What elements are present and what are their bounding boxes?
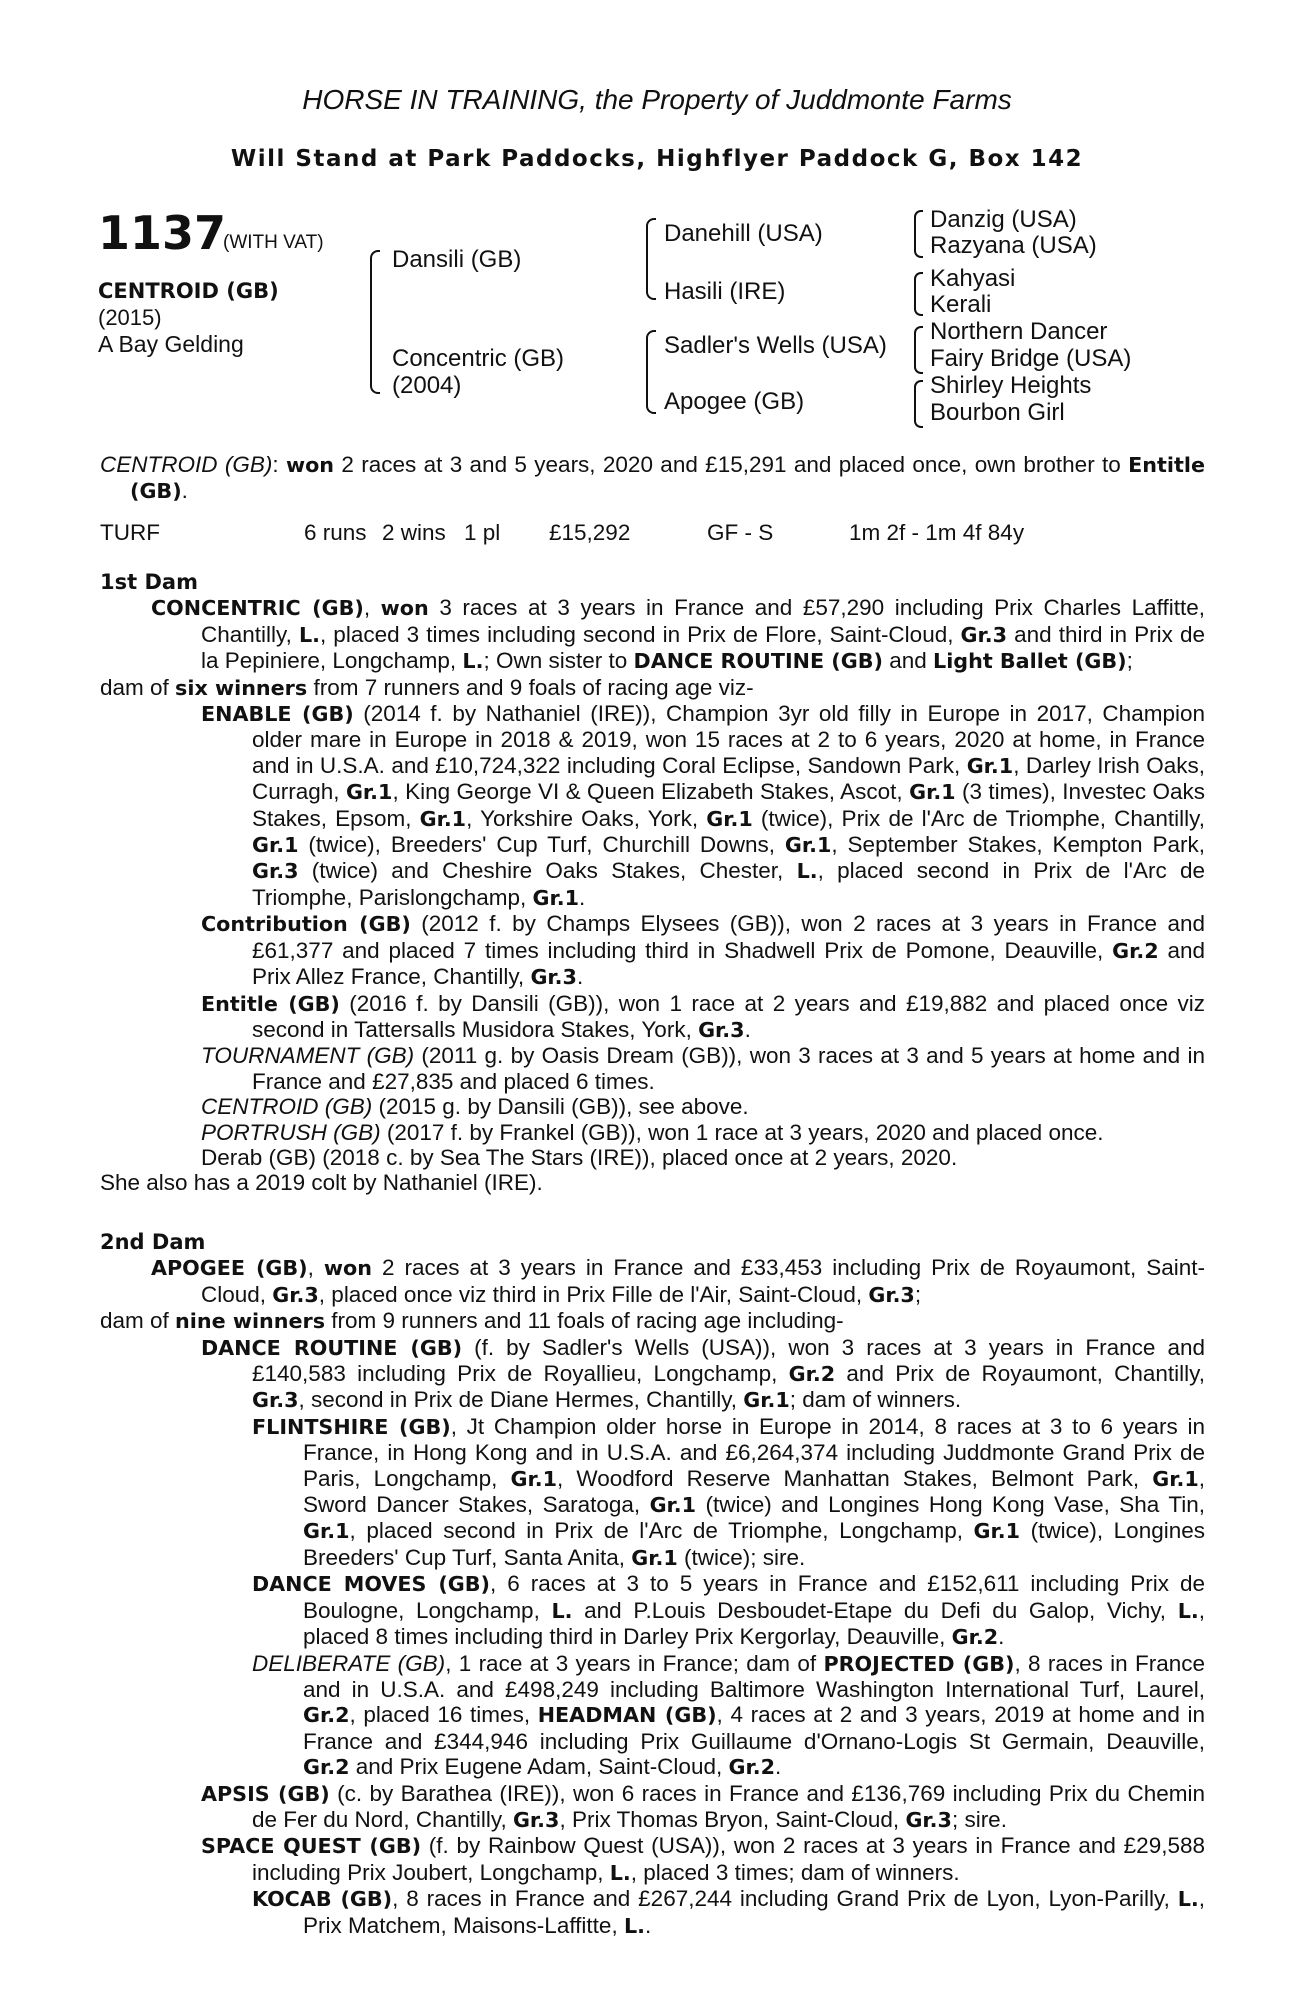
summary-text: 2 races at 3 and 5 years, 2020 and £15,291 and placed once, own brother to (334, 452, 1129, 477)
bold-text-run: KOCAB (GB) (252, 1887, 393, 1912)
summary-colon: : (272, 452, 286, 477)
first-dam-section (100, 570, 1205, 1196)
text-run: , Woodford Reserve Manhattan Stakes, Belmont Park, (557, 1465, 1153, 1491)
text-run: She also has a 2019 colt by Nathaniel (IRE). (100, 1170, 543, 1196)
text-run: (f. by Rainbow Quest (USA)), won 2 races at 3 years in France and £29,588 including Prix Joubert, Longchamp, (252, 1833, 1205, 1885)
text-run: (3 times), Investec Oaks Stakes, Epsom, (252, 779, 1206, 831)
bold-text-run: Gr.1 (909, 780, 956, 805)
produce-enable (100, 701, 1205, 911)
bold-text-run: HEADMAN (GB) (537, 1703, 717, 1728)
summary-paragraph (100, 452, 1205, 505)
text-run: , September Stakes, Kempton Park, (831, 832, 1205, 858)
second-dam-section (100, 1230, 1205, 1939)
produce-dance-routine (100, 1335, 1205, 1414)
text-run: , Prix Thomas Bryon, Saint-Cloud, (559, 1806, 906, 1832)
turf-distance: 1m 2f - 1m 4f 84y (849, 520, 1025, 545)
bold-text-run: DANCE ROUTINE (GB) (201, 1335, 463, 1360)
text-run: ; sire. (951, 1806, 1007, 1832)
text-run: from 9 runners and 11 foals of racing age including- (325, 1308, 844, 1334)
bold-text-run: Gr.2 (303, 1703, 350, 1728)
text-run: , placed 3 times; dam of winners. (630, 1859, 960, 1885)
text-run: (2017 f. by Frankel (GB)), won 1 race at 3 years, 2020 and placed once. (380, 1119, 1104, 1145)
lot-number: 1137 (98, 206, 227, 260)
text-run: 3 races at 3 years in France and £57,290 including Prix Charles Laffitte, Chantilly, (201, 595, 1205, 647)
turf-prize: £15,292 (549, 520, 631, 545)
text-run: , 8 races in France and £267,244 including Grand Prix de Lyon, Lyon-Parilly, (392, 1886, 1178, 1912)
text-run: , 1 race at 3 years in France; dam of (445, 1650, 824, 1676)
text-run: , second in Prix de Diane Hermes, Chantilly, (298, 1387, 744, 1413)
text-run: Derab (GB) (2018 c. by Sea The Stars (IRE)), placed once at 2 years, 2020. (201, 1144, 958, 1170)
turf-placed: 1 pl (464, 520, 501, 545)
bold-text-run: Gr.3 (252, 1388, 299, 1413)
bold-text-run: L. (1177, 1598, 1199, 1623)
turf-wins: 2 wins (382, 520, 446, 545)
text-run: . (576, 964, 584, 990)
bold-text-run: DANCE MOVES (GB) (252, 1572, 490, 1597)
produce-apsis (100, 1781, 1205, 1834)
produce-flintshire (100, 1414, 1205, 1571)
text-run: . (744, 1016, 751, 1042)
pedigree-brace (646, 218, 656, 300)
first-dam-heading: 1st Dam (100, 570, 198, 594)
italic-text-run: TOURNAMENT (GB) (201, 1043, 415, 1069)
pedigree-dam: Concentric (GB) (392, 345, 565, 372)
horse-year: (2015) (98, 305, 162, 330)
text-run: , Jt Champion older horse in Europe in 2014, 8 races at 3 to 6 years in France, in Hong Kong and in U.S.A. and £6,264,374 including Juddmonte Grand Prix de Paris, Longchamp, (303, 1413, 1205, 1491)
vat-note: (WITH VAT) (223, 232, 324, 253)
bold-text-run: Gr.1 (631, 1545, 678, 1570)
text-run: , 6 races at 3 to 5 years in France and £152,611 including Prix de Boulogne, Longchamp, (303, 1571, 1205, 1623)
bold-text-run: Gr.3 (530, 965, 577, 990)
text-run: (twice), Longines Breeders' Cup Turf, Santa Anita, (303, 1518, 1205, 1570)
pedigree-dam-year: (2004) (392, 372, 462, 399)
text-run: . (579, 884, 586, 910)
bold-text-run: Gr.1 (973, 1519, 1021, 1544)
text-run: ; (1126, 648, 1133, 674)
produce-kocab (100, 1886, 1205, 1939)
produce-space-quest (100, 1833, 1205, 1886)
text-run: , Yorkshire Oaks, York, (466, 805, 707, 831)
text-run: and (882, 648, 934, 674)
pedigree-sss: Danzig (USA) (930, 206, 1077, 233)
pedigree-sire: Dansili (GB) (392, 246, 522, 273)
text-run: , placed second in Prix de l'Arc de Triomphe, Parislongchamp, (252, 858, 1205, 910)
bold-text-run: L. (298, 622, 320, 647)
bold-text-run: Gr.2 (788, 1362, 836, 1387)
bold-text-run: Gr.1 (966, 753, 1014, 778)
bold-text-run: ENABLE (GB) (201, 702, 354, 727)
text-run: (twice) and Longines Hong Kong Vase, Sha Tin, (696, 1492, 1205, 1518)
pedigree-dam-sire: Sadler's Wells (USA) (664, 332, 887, 359)
bold-text-run: Gr.3 (960, 622, 1008, 647)
text-run: (twice), Breeders' Cup Turf, Churchill Downs, (298, 832, 785, 858)
first-dam-produce-intro (100, 675, 1205, 701)
pedigree-brace (914, 380, 923, 428)
pedigree-dds: Shirley Heights (930, 372, 1092, 399)
turf-label: TURF (100, 520, 160, 545)
summary-sibling: Entitle (GB) (130, 453, 1206, 504)
text-run: from 7 runners and 9 foals of racing age viz- (307, 674, 754, 700)
bold-text-run: L. (609, 1860, 631, 1885)
text-run: , placed second in Prix de l'Arc de Triomphe, Longchamp, (349, 1518, 974, 1544)
text-run: (2015 g. by Dansili (GB)), see above. (372, 1094, 749, 1120)
produce-derab (100, 1145, 1205, 1170)
text-run: . (645, 1912, 652, 1938)
text-run: , 4 races at 2 and 3 years, 2019 at home and in France and £344,946 including Prix Guillaume d'Ornano-Logis St Germain, Deauville, (303, 1702, 1205, 1754)
text-run: , Darley Irish Oaks, Curragh, (252, 752, 1206, 805)
bold-text-run: Gr.1 (1152, 1466, 1199, 1491)
pedigree-dsd: Fairy Bridge (USA) (930, 345, 1132, 372)
bold-text-run: CONCENTRIC (GB) (151, 596, 364, 621)
text-run: and Prix Eugene Adam, Saint-Cloud, (349, 1754, 729, 1780)
bold-text-run: Gr.1 (510, 1466, 558, 1491)
text-run: , placed 8 times including third in Darley Prix Kergorlay, Deauville, (303, 1597, 1205, 1650)
text-run: , Prix Matchem, Maisons-Laffitte, (303, 1886, 1205, 1938)
text-run: and Prix de Royaumont, Chantilly, (835, 1361, 1205, 1387)
text-run: and Prix Allez France, Chantilly, (252, 937, 1206, 990)
text-run: dam of (100, 1308, 176, 1334)
bold-text-run: Gr.2 (1112, 938, 1159, 963)
text-run: and P.Louis Desboudet-Etape du Defi du Galop, Vichy, (572, 1597, 1178, 1623)
bold-text-run: Gr.3 (905, 1807, 952, 1832)
bold-text-run: PROJECTED (GB) (823, 1651, 1015, 1676)
produce-portrush (100, 1120, 1205, 1145)
pedigree-brace (370, 250, 380, 394)
pedigree-brace (914, 272, 923, 316)
pedigree-sdd: Kerali (930, 291, 992, 318)
bold-text-run: won (380, 596, 429, 621)
text-run: ; dam of winners. (789, 1387, 962, 1413)
text-run: , placed 3 times including second in Prix de Flore, Saint-Cloud, (319, 621, 961, 647)
bold-text-run: Gr.2 (303, 1755, 350, 1780)
bold-text-run: Gr.3 (252, 859, 299, 884)
bold-text-run: L. (551, 1598, 573, 1623)
text-run: (twice); sire. (677, 1544, 806, 1570)
text-run: , placed once viz third in Prix Fille de l'Air, Saint-Cloud, (318, 1281, 869, 1307)
page-title: HORSE IN TRAINING, the Property of Juddmonte Farms (302, 84, 1012, 115)
bold-text-run: APOGEE (GB) (151, 1256, 308, 1281)
text-run: dam of (100, 674, 176, 700)
summary-end: . (181, 478, 188, 504)
text-run: ; Own sister to (483, 648, 634, 674)
horse-summary (100, 452, 1205, 505)
bold-text-run: Entitle (GB) (201, 991, 340, 1016)
text-run: (twice), Prix de l'Arc de Triomphe, Chantilly, (752, 805, 1206, 831)
pedigree-brace (914, 210, 923, 258)
produce-centroid (100, 1094, 1205, 1119)
bold-text-run: L. (1177, 1887, 1199, 1912)
bold-text-run: L. (796, 859, 818, 884)
second-dam-produce-intro (100, 1308, 1205, 1334)
text-run: , (363, 595, 381, 621)
bold-text-run: Gr.1 (743, 1388, 790, 1413)
bold-text-run: Gr.1 (649, 1493, 697, 1518)
text-run: 2 races at 3 years in France and £33,453 including Prix de Royaumont, Saint-Cloud, (201, 1255, 1205, 1307)
text-run: , placed 16 times, (349, 1702, 538, 1728)
produce-deliberate (100, 1651, 1205, 1781)
bold-text-run: nine winners (175, 1309, 326, 1334)
horse-description: A Bay Gelding (98, 331, 244, 357)
pedigree-sds: Kahyasi (930, 265, 1016, 292)
pedigree-brace (646, 330, 656, 414)
bold-text-run: Gr.1 (706, 806, 753, 831)
produce-contribution (100, 911, 1205, 990)
produce-tournament (100, 1043, 1205, 1094)
text-run: . (998, 1624, 1005, 1650)
text-run: , (307, 1255, 324, 1281)
produce-entitle (100, 991, 1205, 1044)
pedigree-ddd: Bourbon Girl (930, 399, 1065, 426)
bold-text-run: DANCE ROUTINE (GB) (633, 649, 883, 674)
bold-text-run: APSIS (GB) (201, 1781, 330, 1806)
bold-text-run: Gr.2 (951, 1625, 999, 1650)
text-run: (2012 f. by Champs Elysees (GB)), won 2 races at 3 years in France and £61,377 and placed 7 times including third in Shadwell Prix de Pomone, Deauville, (252, 911, 1206, 963)
turf-going: GF - S (707, 520, 774, 545)
pedigree-sire-sire: Danehill (USA) (664, 220, 823, 247)
bold-text-run: Gr.1 (345, 780, 393, 805)
bold-text-run: Contribution (GB) (201, 912, 411, 937)
italic-text-run: PORTRUSH (GB) (201, 1119, 381, 1145)
bold-text-run: Gr.2 (728, 1755, 775, 1780)
text-run: ; (914, 1281, 922, 1307)
stand-location: Will Stand at Park Paddocks, Highflyer Paddock G, Box 142 (230, 146, 1084, 172)
text-run: (2011 g. by Oasis Dream (GB)), won 3 races at 3 and 5 years at home and in France and £27,835 and placed 6 times. (252, 1043, 1205, 1094)
pedigree-ssd: Razyana (USA) (930, 232, 1097, 259)
second-dam-record (100, 1255, 1205, 1308)
bold-text-run: Gr.3 (698, 1017, 745, 1042)
produce-note (100, 1170, 1205, 1195)
bold-text-run: six winners (175, 675, 308, 700)
bold-text-run: FLINTSHIRE (GB) (252, 1414, 451, 1439)
text-run: and third in Prix de la Pepiniere, Longchamp, (201, 621, 1205, 674)
text-run: . (774, 1754, 782, 1780)
italic-text-run: CENTROID (GB) (201, 1094, 373, 1120)
pedigree-dam-dam: Apogee (GB) (664, 388, 805, 415)
bold-text-run: Gr.3 (868, 1282, 915, 1307)
text-run: (c. by Barathea (IRE)), won 6 races in France and £136,769 including Prix du Chemin de Fer du Nord, Chantilly, (252, 1780, 1205, 1832)
horse-name: CENTROID (GB) (98, 279, 279, 303)
text-run: , 8 races in France and in U.S.A. and £498,249 including Baltimore Washington International Turf, Laurel, (303, 1650, 1206, 1702)
text-run: (f. by Sadler's Wells (USA)), won 3 races at 3 years in France and £140,583 including Prix de Royallieu, Longchamp, (252, 1334, 1205, 1387)
pedigree-dss: Northern Dancer (930, 318, 1108, 345)
summary-won: won (285, 453, 335, 477)
bold-text-run: Gr.1 (303, 1519, 350, 1544)
summary-horse-name: CENTROID (GB) (100, 452, 273, 477)
bold-text-run: L. (623, 1913, 645, 1938)
bold-text-run: SPACE QUEST (GB) (201, 1834, 422, 1859)
bold-text-run: Gr.1 (532, 885, 580, 910)
text-run: , Sword Dancer Stakes, Saratoga, (303, 1465, 1205, 1518)
second-dam-heading: 2nd Dam (100, 1230, 206, 1254)
bold-text-run: Gr.1 (419, 806, 467, 831)
bold-text-run: Gr.1 (252, 833, 299, 858)
pedigree-brace (914, 326, 923, 374)
bold-text-run: won (323, 1256, 372, 1281)
first-dam-record (100, 595, 1205, 674)
text-run: (twice) and Cheshire Oaks Stakes, Chester, (298, 858, 797, 884)
bold-text-run: Gr.3 (272, 1282, 319, 1307)
text-run: (2014 f. by Nathaniel (IRE)), Champion 3yr old filly in Europe in 2017, Champion older mare in Europe in 2018 & 2019, won 15 races at 2 to 6 years, 2020 at home, in France and in U.S.A. and £10,724,322 including Coral Eclipse, Sandown Park, (252, 701, 1205, 778)
turf-runs: 6 runs (304, 520, 367, 545)
bold-text-run: Light Ballet (GB) (933, 649, 1127, 674)
bold-text-run: L. (462, 649, 484, 674)
text-run: (2016 f. by Dansili (GB)), won 1 race at 2 years and £19,882 and placed once viz second in Tattersalls Musidora Stakes, York, (252, 990, 1205, 1042)
produce-dance-moves (100, 1571, 1205, 1650)
italic-text-run: DELIBERATE (GB) (252, 1650, 446, 1676)
bold-text-run: Gr.3 (512, 1807, 560, 1832)
bold-text-run: Gr.1 (784, 833, 832, 858)
text-run: , King George VI & Queen Elizabeth Stakes, Ascot, (392, 779, 910, 805)
pedigree-sire-dam: Hasili (IRE) (664, 278, 786, 305)
